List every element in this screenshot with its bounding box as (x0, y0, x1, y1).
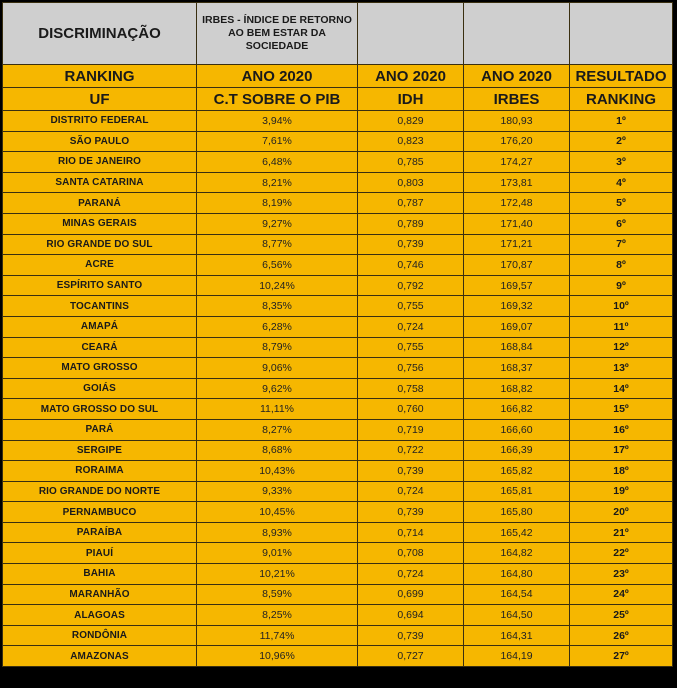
column-header: RANKING (3, 65, 197, 88)
ct-pib-cell: 9,06% (197, 358, 358, 379)
idh-cell: 0,755 (358, 296, 464, 317)
irbes-cell: 168,82 (464, 378, 570, 399)
uf-cell: RONDÔNIA (3, 625, 197, 646)
ct-pib-cell: 9,01% (197, 543, 358, 564)
uf-cell: GOIÁS (3, 378, 197, 399)
idh-cell: 0,727 (358, 646, 464, 667)
ranking-cell: 13º (570, 358, 673, 379)
uf-cell: PARÁ (3, 419, 197, 440)
column-header: ANO 2020 (358, 65, 464, 88)
uf-cell: ALAGOAS (3, 605, 197, 626)
ct-pib-cell: 3,94% (197, 111, 358, 132)
ranking-cell: 21º (570, 522, 673, 543)
ct-pib-cell: 7,61% (197, 131, 358, 152)
column-header: ANO 2020 (464, 65, 570, 88)
uf-cell: AMAPÁ (3, 316, 197, 337)
irbes-cell: 172,48 (464, 193, 570, 214)
table-row (3, 625, 673, 646)
column-header: C.T SOBRE O PIB (197, 88, 358, 111)
table-row (3, 193, 673, 214)
ct-pib-cell: 10,45% (197, 502, 358, 523)
irbes-cell: 164,31 (464, 625, 570, 646)
empty-header-cell (570, 3, 673, 65)
uf-cell: RIO GRANDE DO SUL (3, 234, 197, 255)
uf-cell: MATO GROSSO DO SUL (3, 399, 197, 420)
ranking-cell: 11º (570, 316, 673, 337)
table-row (3, 213, 673, 234)
ranking-cell: 25º (570, 605, 673, 626)
idh-cell: 0,739 (358, 234, 464, 255)
table-row (3, 419, 673, 440)
idh-cell: 0,803 (358, 172, 464, 193)
irbes-cell: 169,07 (464, 316, 570, 337)
ct-pib-cell: 8,21% (197, 172, 358, 193)
idh-cell: 0,792 (358, 275, 464, 296)
table-row (3, 646, 673, 667)
irbes-cell: 176,20 (464, 131, 570, 152)
uf-cell: SÃO PAULO (3, 131, 197, 152)
ranking-cell: 2º (570, 131, 673, 152)
table-row (3, 296, 673, 317)
uf-cell: PERNAMBUCO (3, 502, 197, 523)
irbes-cell: 168,37 (464, 358, 570, 379)
irbes-cell: 169,32 (464, 296, 570, 317)
idh-cell: 0,724 (358, 481, 464, 502)
uf-cell: TOCANTINS (3, 296, 197, 317)
ct-pib-cell: 10,21% (197, 564, 358, 585)
irbes-cell: 170,87 (464, 255, 570, 276)
idh-cell: 0,719 (358, 419, 464, 440)
ct-pib-cell: 6,28% (197, 316, 358, 337)
irbes-cell: 169,57 (464, 275, 570, 296)
irbes-cell: 164,50 (464, 605, 570, 626)
table-row (3, 255, 673, 276)
ct-pib-cell: 10,43% (197, 461, 358, 482)
irbes-cell: 165,81 (464, 481, 570, 502)
uf-cell: MARANHÃO (3, 584, 197, 605)
ct-pib-cell: 11,11% (197, 399, 358, 420)
idh-cell: 0,739 (358, 625, 464, 646)
ranking-cell: 18º (570, 461, 673, 482)
table-row (3, 358, 673, 379)
idh-cell: 0,724 (358, 316, 464, 337)
uf-cell: RIO DE JANEIRO (3, 152, 197, 173)
column-header: UF (3, 88, 197, 111)
ranking-cell: 17º (570, 440, 673, 461)
irbes-cell: 166,82 (464, 399, 570, 420)
ct-pib-cell: 8,27% (197, 419, 358, 440)
empty-header-cell (358, 3, 464, 65)
table-row (3, 584, 673, 605)
table-row (3, 337, 673, 358)
ranking-cell: 10º (570, 296, 673, 317)
irbes-cell: 174,27 (464, 152, 570, 173)
table-row (3, 399, 673, 420)
table-row (3, 481, 673, 502)
idh-cell: 0,787 (358, 193, 464, 214)
irbes-cell: 164,19 (464, 646, 570, 667)
ct-pib-cell: 9,62% (197, 378, 358, 399)
irbes-cell: 165,80 (464, 502, 570, 523)
ct-pib-cell: 8,68% (197, 440, 358, 461)
idh-cell: 0,694 (358, 605, 464, 626)
ranking-cell: 20º (570, 502, 673, 523)
ct-pib-cell: 9,27% (197, 213, 358, 234)
uf-cell: RORAIMA (3, 461, 197, 482)
empty-header-cell (464, 3, 570, 65)
irbes-cell: 180,93 (464, 111, 570, 132)
irbes-description-header: IRBES - ÍNDICE DE RETORNO AO BEM ESTAR DA SOCIEDADE (197, 3, 358, 65)
idh-cell: 0,724 (358, 564, 464, 585)
uf-cell: DISTRITO FEDERAL (3, 111, 197, 132)
irbes-cell: 165,42 (464, 522, 570, 543)
ranking-cell: 12º (570, 337, 673, 358)
ct-pib-cell: 11,74% (197, 625, 358, 646)
idh-cell: 0,714 (358, 522, 464, 543)
irbes-cell: 164,82 (464, 543, 570, 564)
ranking-cell: 14º (570, 378, 673, 399)
ct-pib-cell: 10,96% (197, 646, 358, 667)
idh-cell: 0,829 (358, 111, 464, 132)
table-row (3, 564, 673, 585)
irbes-cell: 166,39 (464, 440, 570, 461)
table-row (3, 131, 673, 152)
ranking-cell: 9º (570, 275, 673, 296)
irbes-cell: 173,81 (464, 172, 570, 193)
uf-cell: AMAZONAS (3, 646, 197, 667)
ct-pib-cell: 8,19% (197, 193, 358, 214)
uf-cell: SANTA CATARINA (3, 172, 197, 193)
idh-cell: 0,756 (358, 358, 464, 379)
discriminacao-header: DISCRIMINAÇÃO (3, 3, 197, 65)
table-row (3, 234, 673, 255)
uf-cell: PARANÁ (3, 193, 197, 214)
uf-cell: MINAS GERAIS (3, 213, 197, 234)
idh-cell: 0,785 (358, 152, 464, 173)
ranking-cell: 3º (570, 152, 673, 173)
ct-pib-cell: 8,79% (197, 337, 358, 358)
idh-cell: 0,739 (358, 461, 464, 482)
idh-cell: 0,758 (358, 378, 464, 399)
uf-cell: MATO GROSSO (3, 358, 197, 379)
column-header-row-1 (3, 65, 673, 88)
table-row (3, 316, 673, 337)
table-row (3, 605, 673, 626)
ranking-cell: 24º (570, 584, 673, 605)
uf-cell: ACRE (3, 255, 197, 276)
irbes-cell: 164,54 (464, 584, 570, 605)
column-header: RESULTADO (570, 65, 673, 88)
idh-cell: 0,708 (358, 543, 464, 564)
ranking-cell: 4º (570, 172, 673, 193)
ct-pib-cell: 8,59% (197, 584, 358, 605)
column-header: ANO 2020 (197, 65, 358, 88)
table-row (3, 152, 673, 173)
ct-pib-cell: 9,33% (197, 481, 358, 502)
table-row (3, 440, 673, 461)
uf-cell: PARAÍBA (3, 522, 197, 543)
idh-cell: 0,755 (358, 337, 464, 358)
idh-cell: 0,760 (358, 399, 464, 420)
ct-pib-cell: 6,48% (197, 152, 358, 173)
column-header: IDH (358, 88, 464, 111)
column-header: RANKING (570, 88, 673, 111)
uf-cell: PIAUÍ (3, 543, 197, 564)
irbes-cell: 171,21 (464, 234, 570, 255)
ranking-cell: 7º (570, 234, 673, 255)
ranking-cell: 23º (570, 564, 673, 585)
idh-cell: 0,746 (358, 255, 464, 276)
table-row (3, 111, 673, 132)
irbes-cell: 165,82 (464, 461, 570, 482)
uf-cell: BAHIA (3, 564, 197, 585)
ct-pib-cell: 8,77% (197, 234, 358, 255)
irbes-cell: 164,80 (464, 564, 570, 585)
irbes-cell: 171,40 (464, 213, 570, 234)
table-row (3, 275, 673, 296)
idh-cell: 0,722 (358, 440, 464, 461)
ranking-cell: 22º (570, 543, 673, 564)
table-row (3, 543, 673, 564)
column-header-row-2 (3, 88, 673, 111)
column-header: IRBES (464, 88, 570, 111)
irbes-ranking-table (2, 2, 673, 667)
uf-cell: CEARÁ (3, 337, 197, 358)
idh-cell: 0,699 (358, 584, 464, 605)
ranking-cell: 27º (570, 646, 673, 667)
ranking-cell: 8º (570, 255, 673, 276)
ranking-cell: 1º (570, 111, 673, 132)
ranking-cell: 6º (570, 213, 673, 234)
ranking-cell: 15º (570, 399, 673, 420)
ct-pib-cell: 8,35% (197, 296, 358, 317)
uf-cell: RIO GRANDE DO NORTE (3, 481, 197, 502)
ct-pib-cell: 8,25% (197, 605, 358, 626)
uf-cell: ESPÍRITO SANTO (3, 275, 197, 296)
idh-cell: 0,823 (358, 131, 464, 152)
table-row (3, 172, 673, 193)
idh-cell: 0,739 (358, 502, 464, 523)
table-title-row (3, 3, 673, 65)
irbes-cell: 166,60 (464, 419, 570, 440)
idh-cell: 0,789 (358, 213, 464, 234)
ct-pib-cell: 6,56% (197, 255, 358, 276)
ct-pib-cell: 8,93% (197, 522, 358, 543)
ranking-cell: 26º (570, 625, 673, 646)
ranking-cell: 5º (570, 193, 673, 214)
table-row (3, 522, 673, 543)
ranking-cell: 19º (570, 481, 673, 502)
uf-cell: SERGIPE (3, 440, 197, 461)
ranking-cell: 16º (570, 419, 673, 440)
irbes-cell: 168,84 (464, 337, 570, 358)
ct-pib-cell: 10,24% (197, 275, 358, 296)
table-row (3, 378, 673, 399)
table-row (3, 461, 673, 482)
table-row (3, 502, 673, 523)
